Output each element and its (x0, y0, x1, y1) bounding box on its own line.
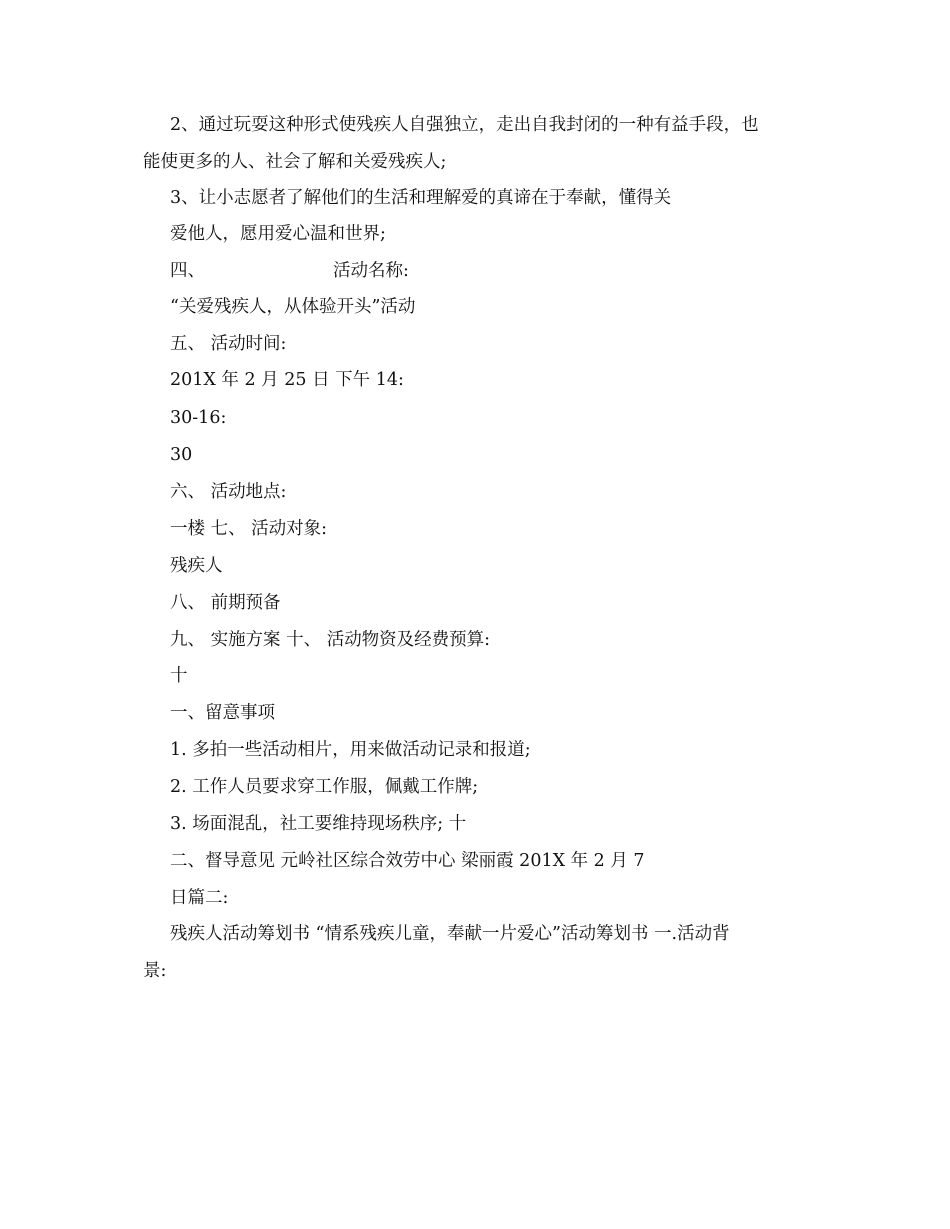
activity-name: “关爱残疾人，从体验开头”活动 (170, 297, 416, 317)
paragraph-line: 爱他人，愿用爱心温和世界; (170, 224, 386, 244)
paragraph-line: 景: (143, 961, 167, 981)
paragraph-line: 残疾人 (170, 556, 223, 576)
paragraph-line: 日篇二: (170, 888, 229, 908)
section-number: 四、 (170, 261, 205, 281)
paragraph-line: 二、督导意见 元岭社区综合效劳中心 梁丽霞 201X 年 2 月 7 (170, 851, 645, 871)
section-heading-line: 一、留意事项 (170, 703, 275, 723)
paragraph-line: 十 (170, 666, 188, 686)
paragraph-line: 残疾人活动筹划书 “情系残疾儿童，奉献一片爱心”活动筹划书 一.活动背 (170, 924, 730, 944)
paragraph-line: 201X 年 2 月 25 日 下午 14: (170, 370, 404, 390)
list-item: 1. 多拍一些活动相片，用来做活动记录和报道; (170, 740, 531, 760)
paragraph-line: 30-16: (170, 408, 227, 428)
section-heading-line: 九、 实施方案 十、 活动物资及经费预算: (170, 630, 491, 650)
paragraph-line: 2、通过玩耍这种形式使残疾人自强独立，走出自我封闭的一种有益手段，也 (170, 115, 759, 135)
paragraph-line: 3、让小志愿者了解他们的生活和理解爱的真谛在于奉献，懂得关 (170, 188, 672, 208)
section-heading-line: 五、 活动时间: (170, 334, 287, 354)
section-heading-line: 八、 前期预备 (170, 593, 281, 613)
section-heading-line (170, 259, 409, 283)
section-title: 活动名称: (333, 261, 409, 281)
list-item: 3. 场面混乱，社工要维持现场秩序; 十 (170, 814, 467, 834)
paragraph-line: 能使更多的人、社会了解和关爱残疾人; (143, 152, 447, 172)
paragraph-line: 一楼 七、 活动对象: (170, 519, 328, 539)
list-item: 2. 工作人员要求穿工作服，佩戴工作牌; (170, 777, 479, 797)
paragraph-line: 30 (170, 445, 193, 465)
section-heading-line: 六、 活动地点: (170, 482, 287, 502)
